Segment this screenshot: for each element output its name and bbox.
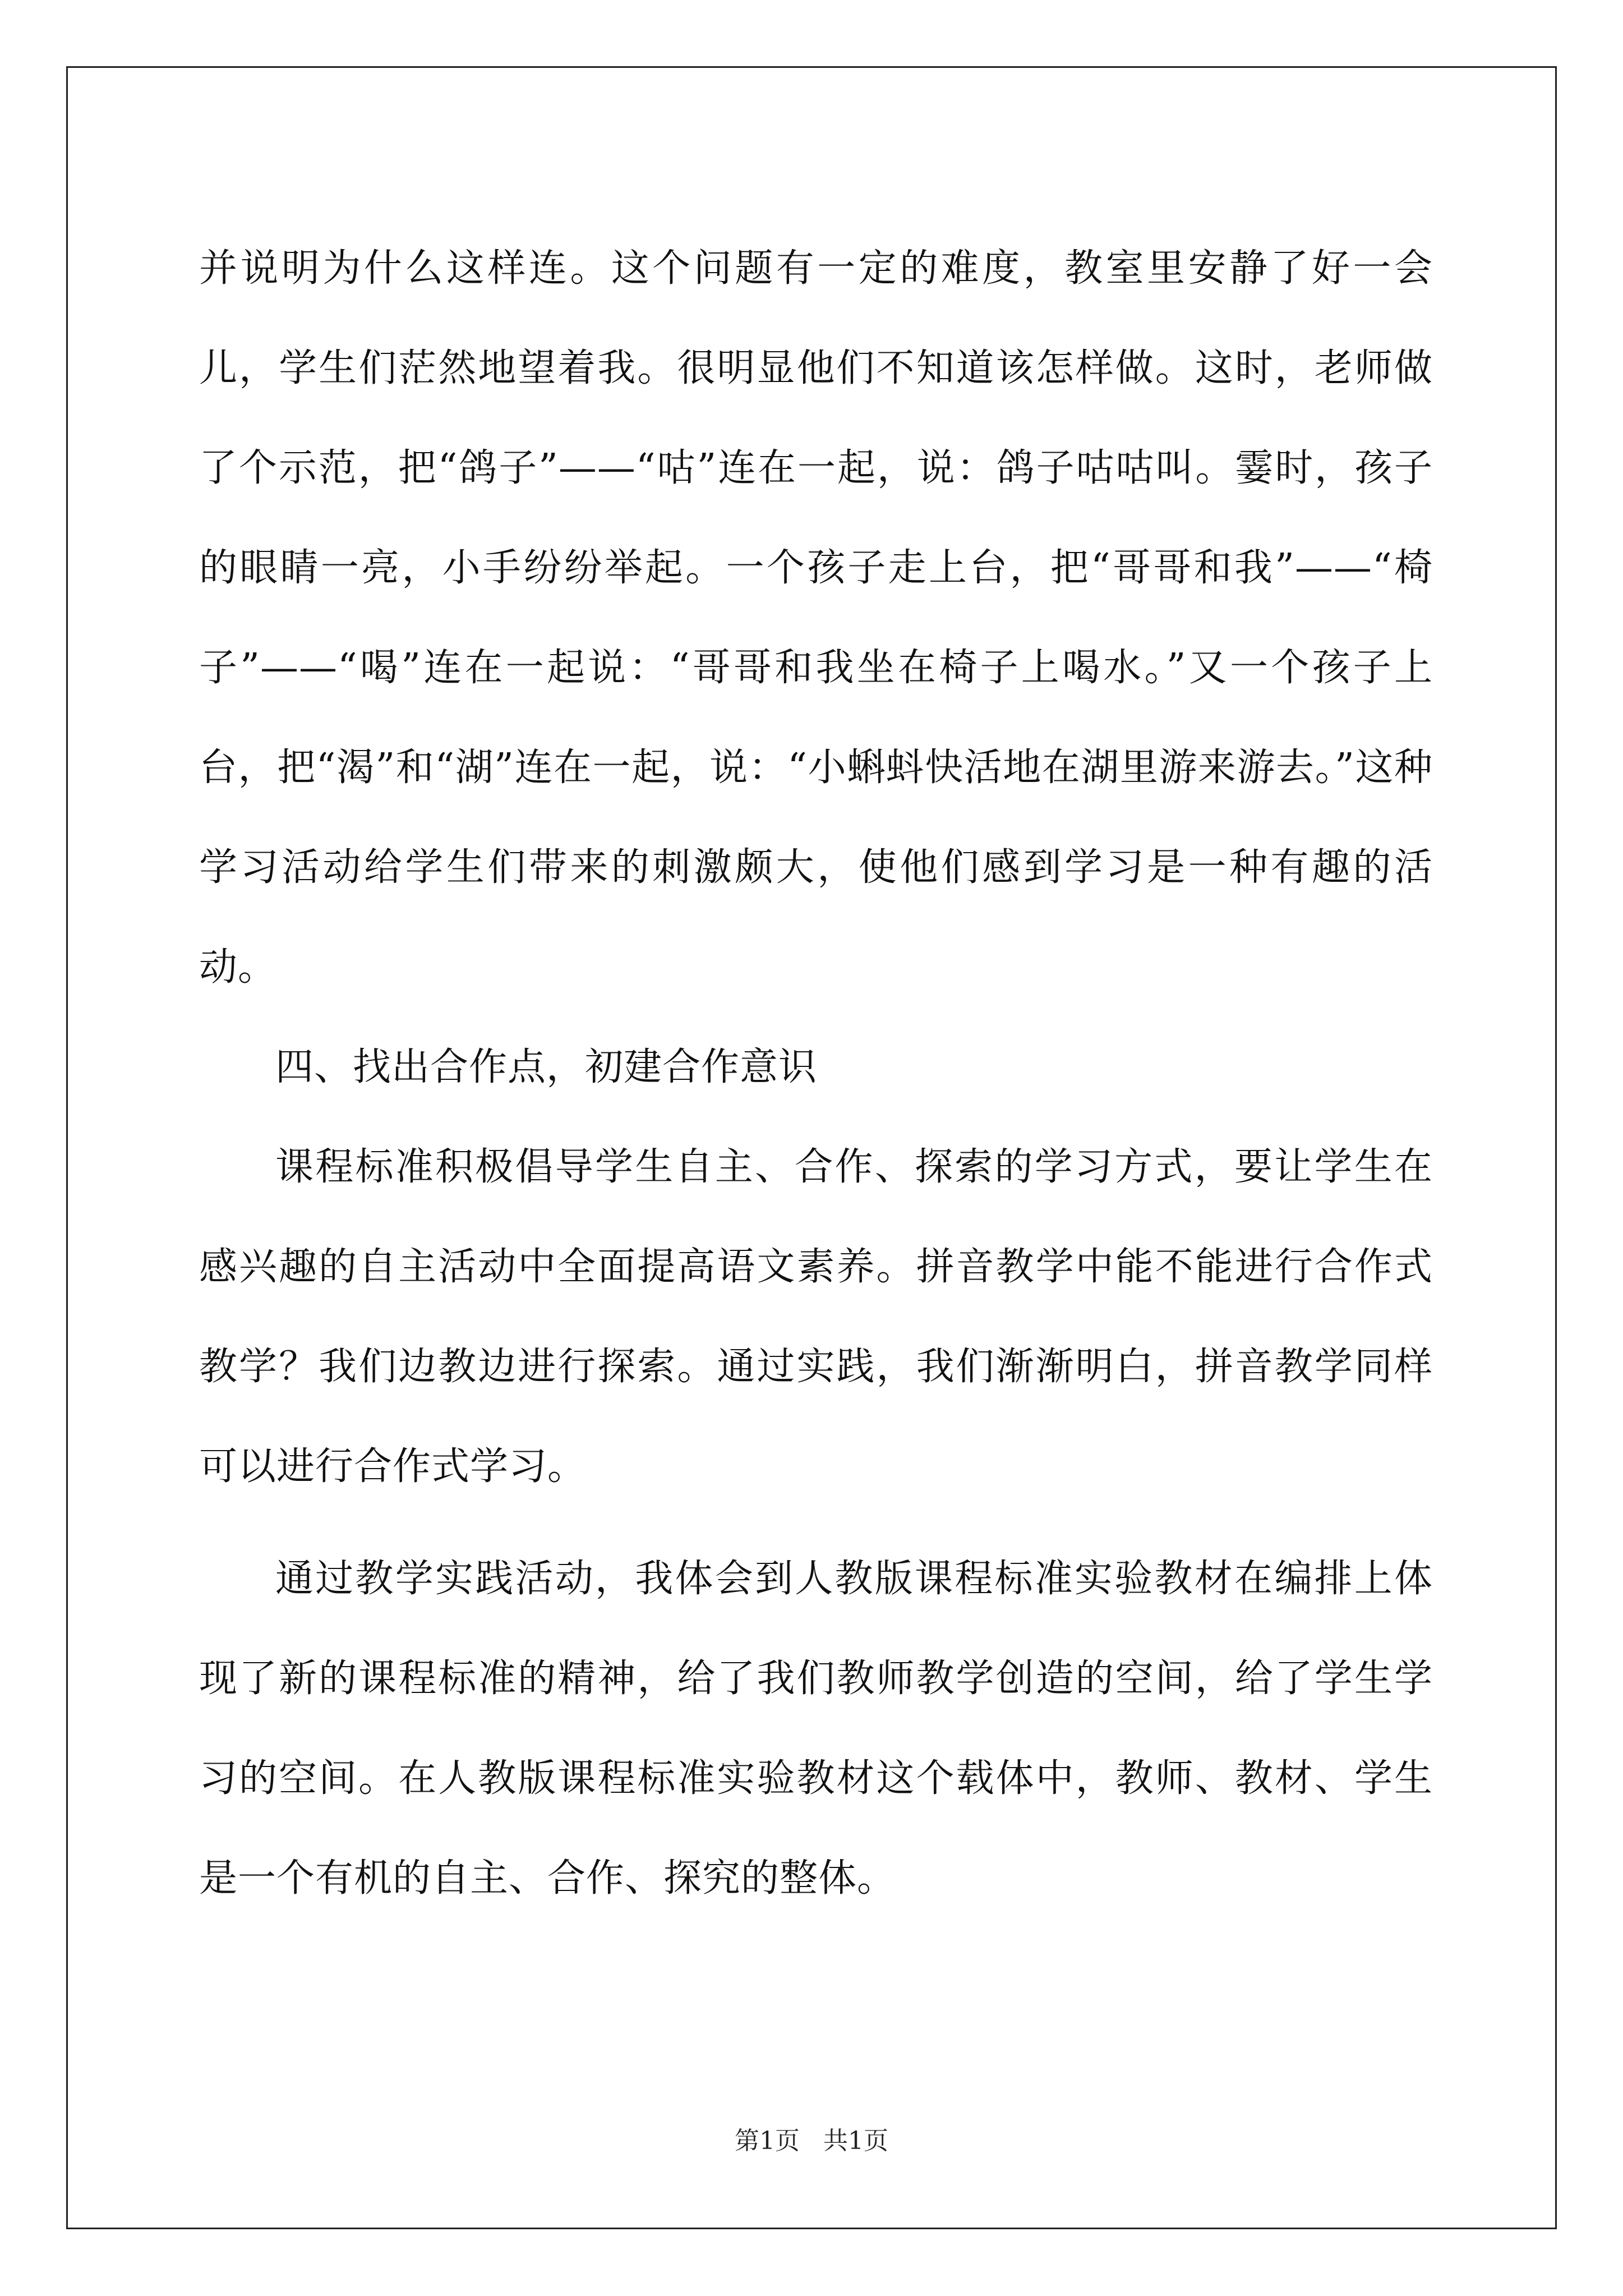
page-total: 共1页	[823, 2127, 888, 2155]
body-paragraph: 通过教学实践活动，我体会到人教版课程标准实验教材在编排上体现了新的课程标准的精神，给了我们教师教学创造的空间，给了学生学习的空间。在人教版课程标准实验教材这个载体中，教师、教材、学生是一个有机的自主、合作、探究的整体。	[199, 1557, 1433, 1901]
body-paragraph: 课程标准积极倡导学生自主、合作、探索的学习方式，要让学生在感兴趣的自主活动中全面提高语文素养。拼音教学中能不能进行合作式教学？我们边教边进行探索。通过实践，我们渐渐明白，拼音教学同样可以进行合作式学习。	[199, 1145, 1433, 1489]
page-footer	[0, 2120, 1623, 2156]
footer-spacer	[800, 2127, 823, 2155]
document-body	[199, 219, 1433, 1929]
paragraph-gap	[199, 1517, 1433, 1529]
body-paragraph: 并说明为什么这样连。这个问题有一定的难度，教室里安静了好一会儿，学生们茫然地望着我。很明显他们不知道该怎样做。这时，老师做了个示范，把“鸽子”——“咕”连在一起，说：鸽子咕咕叫。霎时，孩子的眼睛一亮，小手纷纷举起。一个孩子走上台，把“哥哥和我”——“椅子”——“喝”连在一起说：“哥哥和我坐在椅子上喝水。”又一个孩子上台，把“渴”和“湖”连在一起，说：“小蝌蚪快活地在湖里游来游去。”这种学习活动给学生们带来的刺激颇大，使他们感到学习是一种有趣的活动。	[199, 246, 1433, 990]
section-heading: 四、找出合作点，初建合作意识	[275, 1045, 818, 1089]
page-number: 第1页	[735, 2127, 800, 2155]
